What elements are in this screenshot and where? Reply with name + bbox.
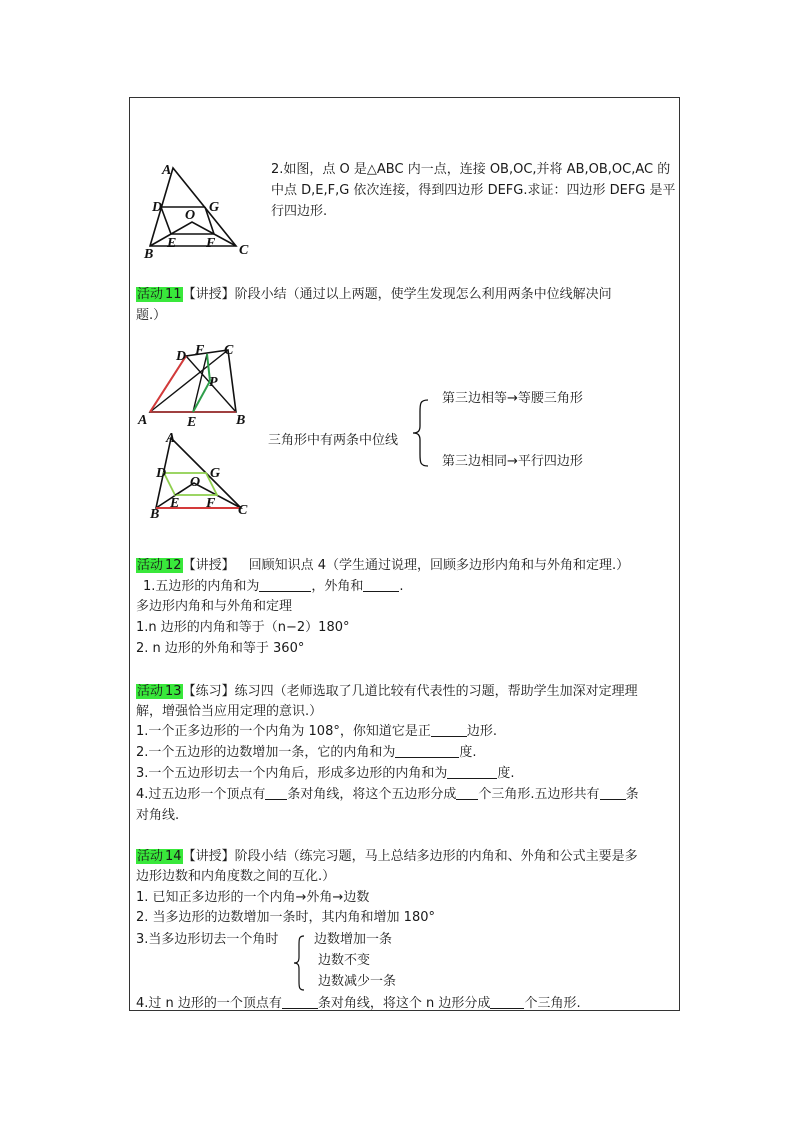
fig2-label-e: E [187, 415, 197, 430]
activity-13-line2: 解，增强恰当应用定理的意识.） [136, 704, 323, 719]
activity-11-text1: 阶段小结（通过以上两题，使学生发现怎么利用两条中位线解决问 [234, 287, 612, 302]
fig3-label-o: O [190, 475, 201, 490]
theorem-title: 多边形内角和与外角和定理 [136, 599, 293, 614]
fig3-label-e: E [170, 496, 180, 511]
fig2-label-p: P [209, 375, 218, 390]
blank-exterior-sum [363, 577, 399, 592]
blank-triangle-count [456, 785, 478, 800]
fig2-label-d: D [176, 349, 187, 364]
activity-12-line1 [136, 556, 629, 576]
fig3-label-c: C [238, 503, 248, 518]
q2-line3: 行四边形. [271, 204, 328, 219]
activity-12-number: 12 [165, 558, 182, 573]
activity-14-line2: 边形边数和内角度数之间的互化.） [136, 869, 336, 884]
blank-total-diagonals [600, 785, 626, 800]
figure-quadrilateral-midpoints [136, 340, 256, 430]
q2-line2: 中点 D,E,F,G 依次连接，得到四边形 DEFG.求证：四边形 DEFG 是平 [271, 183, 676, 198]
activity-13-text1: 练习四（老师选取了几道比较有代表性的习题，帮助学生加深对定理理 [234, 684, 638, 699]
activity-11-line2: 题.） [136, 308, 167, 323]
fig1-label-e: E [167, 236, 177, 251]
theorem-exterior: 2. n 边形的外角和等于 360° [136, 641, 305, 656]
figure-triangle-midpoint-quadrilateral [146, 430, 256, 522]
activity-12-type: 【讲授】 [182, 558, 235, 573]
activity-14-text1: 阶段小结（练完习题，马上总结多边形的内角和、外角和公式主要是多 [234, 849, 638, 864]
fig3-label-g: G [210, 466, 221, 481]
activity-14-tag: 活动 [137, 849, 164, 864]
summary-2: 2. 当多边形的边数增加一条时，其内角和增加 180° [136, 910, 435, 925]
activity-12-q1: 1.五边形的内角和为 ，外角和 . [143, 579, 404, 594]
blank-polygon-type [431, 722, 467, 737]
fig3-label-b: B [150, 507, 160, 522]
blank-n-diagonals [282, 994, 318, 1009]
summary-1: 1. 已知正多边形的一个内角→外角→边数 [136, 890, 370, 905]
fig3-label-d: D [156, 466, 167, 481]
summary-3-option-same: 边数不变 [318, 953, 371, 968]
summary-4: 4.过 n 边形的一个顶点有 条对角线，将这个 n 边形分成 个三角形. [136, 996, 581, 1011]
blank-hexagon-sum [395, 743, 459, 758]
activity-13-type: 【练习】 [182, 684, 235, 699]
fig1-label-c: C [239, 243, 249, 258]
fig3-label-f: F [206, 496, 216, 511]
fig1-label-g: G [209, 200, 220, 215]
midline-main-text: 三角形中有两条中位线 [268, 433, 399, 448]
brace-icon [292, 934, 306, 992]
blank-diagonals-from-vertex [265, 785, 287, 800]
theorem-interior: 1.n 边形的内角和等于（n−2）180° [136, 620, 350, 635]
fig2-label-f: F [195, 343, 205, 358]
fig1-label-a: A [162, 163, 172, 178]
midline-branch-parallelogram: 第三边相同→平行四边形 [442, 454, 583, 469]
blank-interior-sum [259, 577, 311, 592]
fig2-label-b: B [236, 413, 246, 428]
brace-icon [410, 398, 432, 468]
midline-branch-isosceles: 第三边相等→等腰三角形 [442, 391, 583, 406]
activity-14-type: 【讲授】 [182, 849, 235, 864]
summary-3: 3.当多边形切去一个角时 [136, 932, 279, 947]
fig1-label-d: D [152, 200, 163, 215]
fig1-label-f: F [206, 236, 216, 251]
fig1-label-b: B [144, 247, 154, 262]
practice-4-cont: 对角线. [136, 808, 180, 823]
practice-4: 4.过五边形一个顶点有 条对角线，将这个五边形分成 个三角形.五边形共有 条 [136, 787, 639, 802]
activity-11-type: 【讲授】 [182, 287, 235, 302]
summary-3-option-increase: 边数增加一条 [314, 932, 393, 947]
activity-11-number: 11 [165, 287, 182, 302]
fig2-label-a: A [138, 413, 148, 428]
activity-13-number: 13 [165, 684, 182, 699]
fig2-label-c: C [224, 343, 234, 358]
summary-3-option-decrease: 边数减少一条 [318, 974, 397, 989]
activity-11-line1 [136, 285, 612, 305]
activity-14-number: 14 [165, 849, 182, 864]
activity-12-text: 回顾知识点 4（学生通过说理，回顾多边形内角和与外角和定理.） [248, 558, 630, 573]
practice-2: 2.一个五边形的边数增加一条，它的内角和为 度. [136, 745, 477, 760]
figure-triangle-abc-point-o [140, 158, 255, 262]
blank-cut-sum [447, 764, 497, 779]
fig1-label-o: O [185, 208, 196, 223]
practice-1: 1.一个正多边形的一个内角为 108°，你知道它是正 边形. [136, 724, 497, 739]
q2-line1: 2.如图，点 O 是△ABC 内一点，连接 OB,OC,并将 AB,OB,OC,AC 的 [271, 162, 671, 177]
activity-12-tag: 活动 [137, 558, 164, 573]
activity-13-tag: 活动 [137, 684, 164, 699]
fig3-label-a: A [166, 431, 176, 446]
activity-13-line1 [136, 682, 638, 702]
practice-3: 3.一个五边形切去一个内角后，形成多边形的内角和为 度. [136, 766, 515, 781]
activity-11-tag: 活动 [137, 287, 164, 302]
blank-n-triangles [490, 994, 524, 1009]
activity-14-line1 [136, 847, 638, 867]
